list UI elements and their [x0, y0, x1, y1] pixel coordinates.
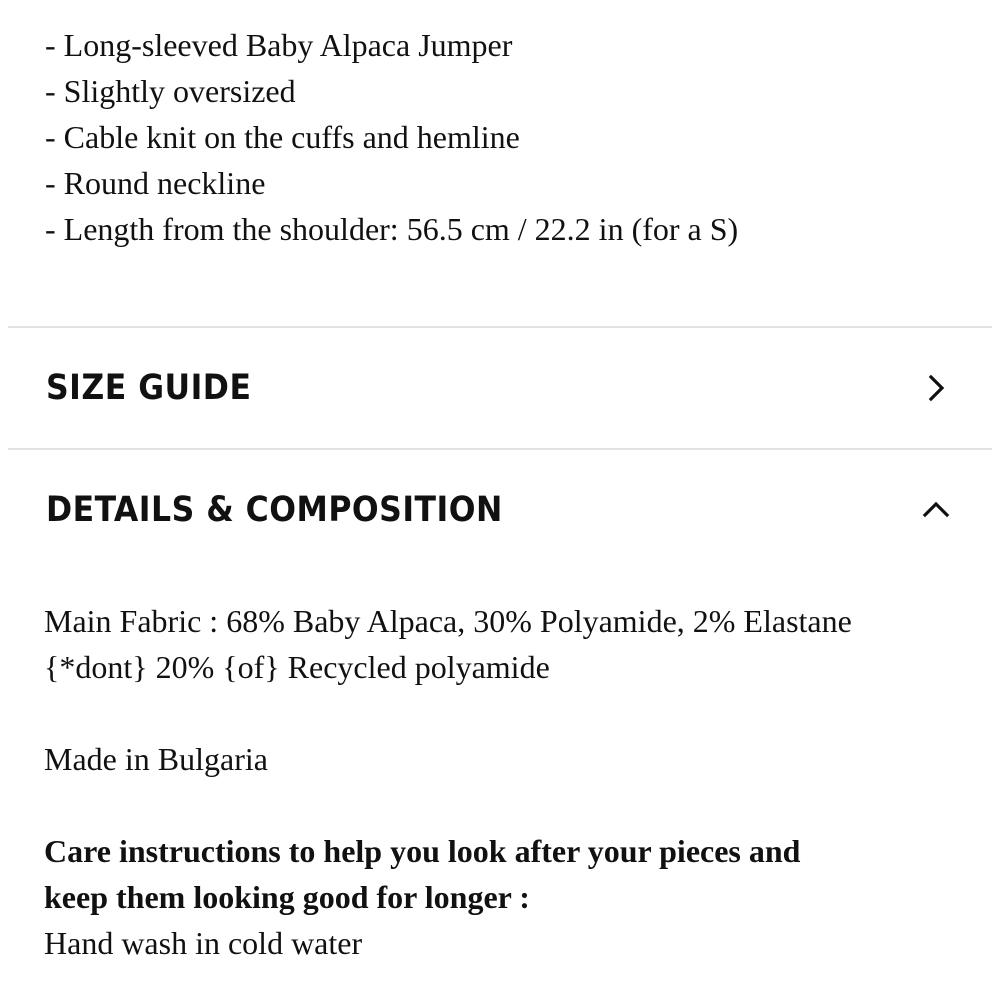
divider: [8, 448, 992, 450]
details-composition-accordion-header[interactable]: [0, 451, 1000, 569]
divider: [8, 326, 992, 328]
chevron-right-icon: [920, 372, 952, 404]
size-guide-title: SIZE GUIDE: [46, 368, 252, 408]
care-heading: Care instructions to help you look after your pieces and: [44, 833, 801, 869]
details-composition-title: DETAILS & COMPOSITION: [46, 490, 503, 530]
feature-item: - Cable knit on the cuffs and hemline: [45, 119, 520, 155]
feature-item: - Slightly oversized: [45, 73, 296, 109]
chevron-up-icon: [920, 494, 952, 526]
composition-text: {*dont} 20% {of} Recycled polyamide: [44, 649, 550, 685]
feature-item: - Long-sleeved Baby Alpaca Jumper: [45, 27, 513, 63]
product-feature-list: [45, 22, 738, 252]
size-guide-accordion-header[interactable]: [0, 329, 1000, 447]
origin-text: Made in Bulgaria: [44, 741, 268, 777]
care-instruction: Hand wash in cold water: [44, 925, 363, 961]
details-composition-content: [44, 598, 984, 966]
feature-item: - Length from the shoulder: 56.5 cm / 22.2 in (for a S): [45, 211, 739, 247]
composition-text: Main Fabric : 68% Baby Alpaca, 30% Polyamide, 2% Elastane: [44, 603, 852, 639]
care-heading: keep them looking good for longer :: [44, 879, 530, 915]
feature-item: - Round neckline: [45, 165, 266, 201]
